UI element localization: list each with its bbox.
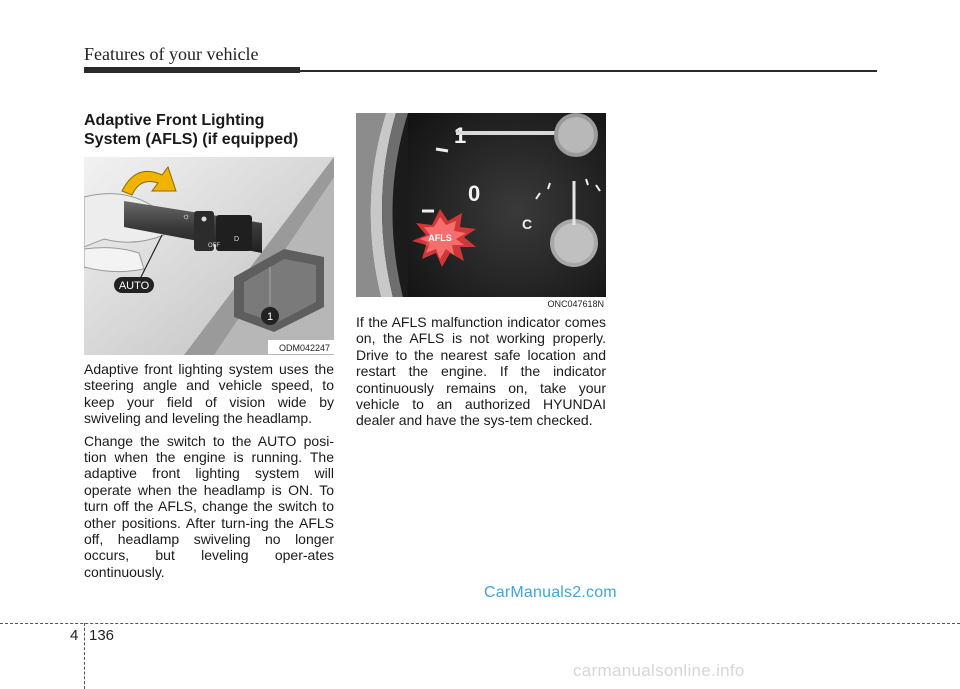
gauge-letter-c: C	[522, 216, 533, 232]
chapter-number: 4	[70, 627, 79, 644]
section-heading-line1: Adaptive Front Lighting	[84, 112, 265, 129]
afls-indicator-label: AFLS	[428, 233, 452, 243]
footer-vertical-divider	[84, 623, 85, 689]
paragraph: If the AFLS malfunction indicator comes on, the AFLS is not working properly. Drive to the nearest safe location and restart the engine. If the indicator continuously remains on, take your vehicle to an authorized HYUNDAI dealer and have the sys-tem checked.	[356, 314, 606, 429]
headlamp-switch-illustration	[84, 157, 334, 355]
svg-text:☼: ☼	[182, 211, 191, 221]
figure-code-left: ODM042247	[278, 343, 330, 353]
auto-label: AUTO	[118, 280, 150, 292]
callout-number: 1	[266, 311, 274, 323]
figure-code-right: ONC047618N	[547, 299, 604, 309]
gauge-number-1: 1	[454, 123, 467, 148]
page-header-title: Features of your vehicle	[84, 44, 259, 64]
right-column-text	[356, 314, 606, 435]
header-rule	[84, 67, 300, 73]
left-column-text	[84, 361, 334, 586]
header-rule-line	[300, 70, 877, 72]
off-label: OFF	[208, 243, 220, 249]
page-number: 136	[89, 627, 115, 644]
svg-text:D: D	[234, 236, 240, 243]
instrument-cluster-photo	[356, 113, 606, 309]
gauge-number-0: 0	[468, 181, 481, 206]
section-heading	[84, 111, 344, 149]
section-heading-line2: System (AFLS) (if equipped)	[84, 131, 299, 148]
paragraph: Change the switch to the AUTO posi-tion when the engine is running. The adaptive front lighting system will operate when the headlamp is ON. To turn off the AFLS, change the switch to other positions. After turn-ing the AFLS off, headlamp swiveling no longer occurs, but leveling oper-ates continuously.	[84, 432, 334, 580]
watermark-link[interactable]: CarManuals2.com	[484, 584, 617, 601]
paragraph: Adaptive front lighting system uses the steering angle and vehicle speed, to keep your field of vision wide by swiveling and leveling the headlamp.	[84, 361, 334, 427]
footer-brand-watermark[interactable]: carmanualsonline.info	[573, 661, 745, 680]
footer-divider	[0, 623, 960, 624]
